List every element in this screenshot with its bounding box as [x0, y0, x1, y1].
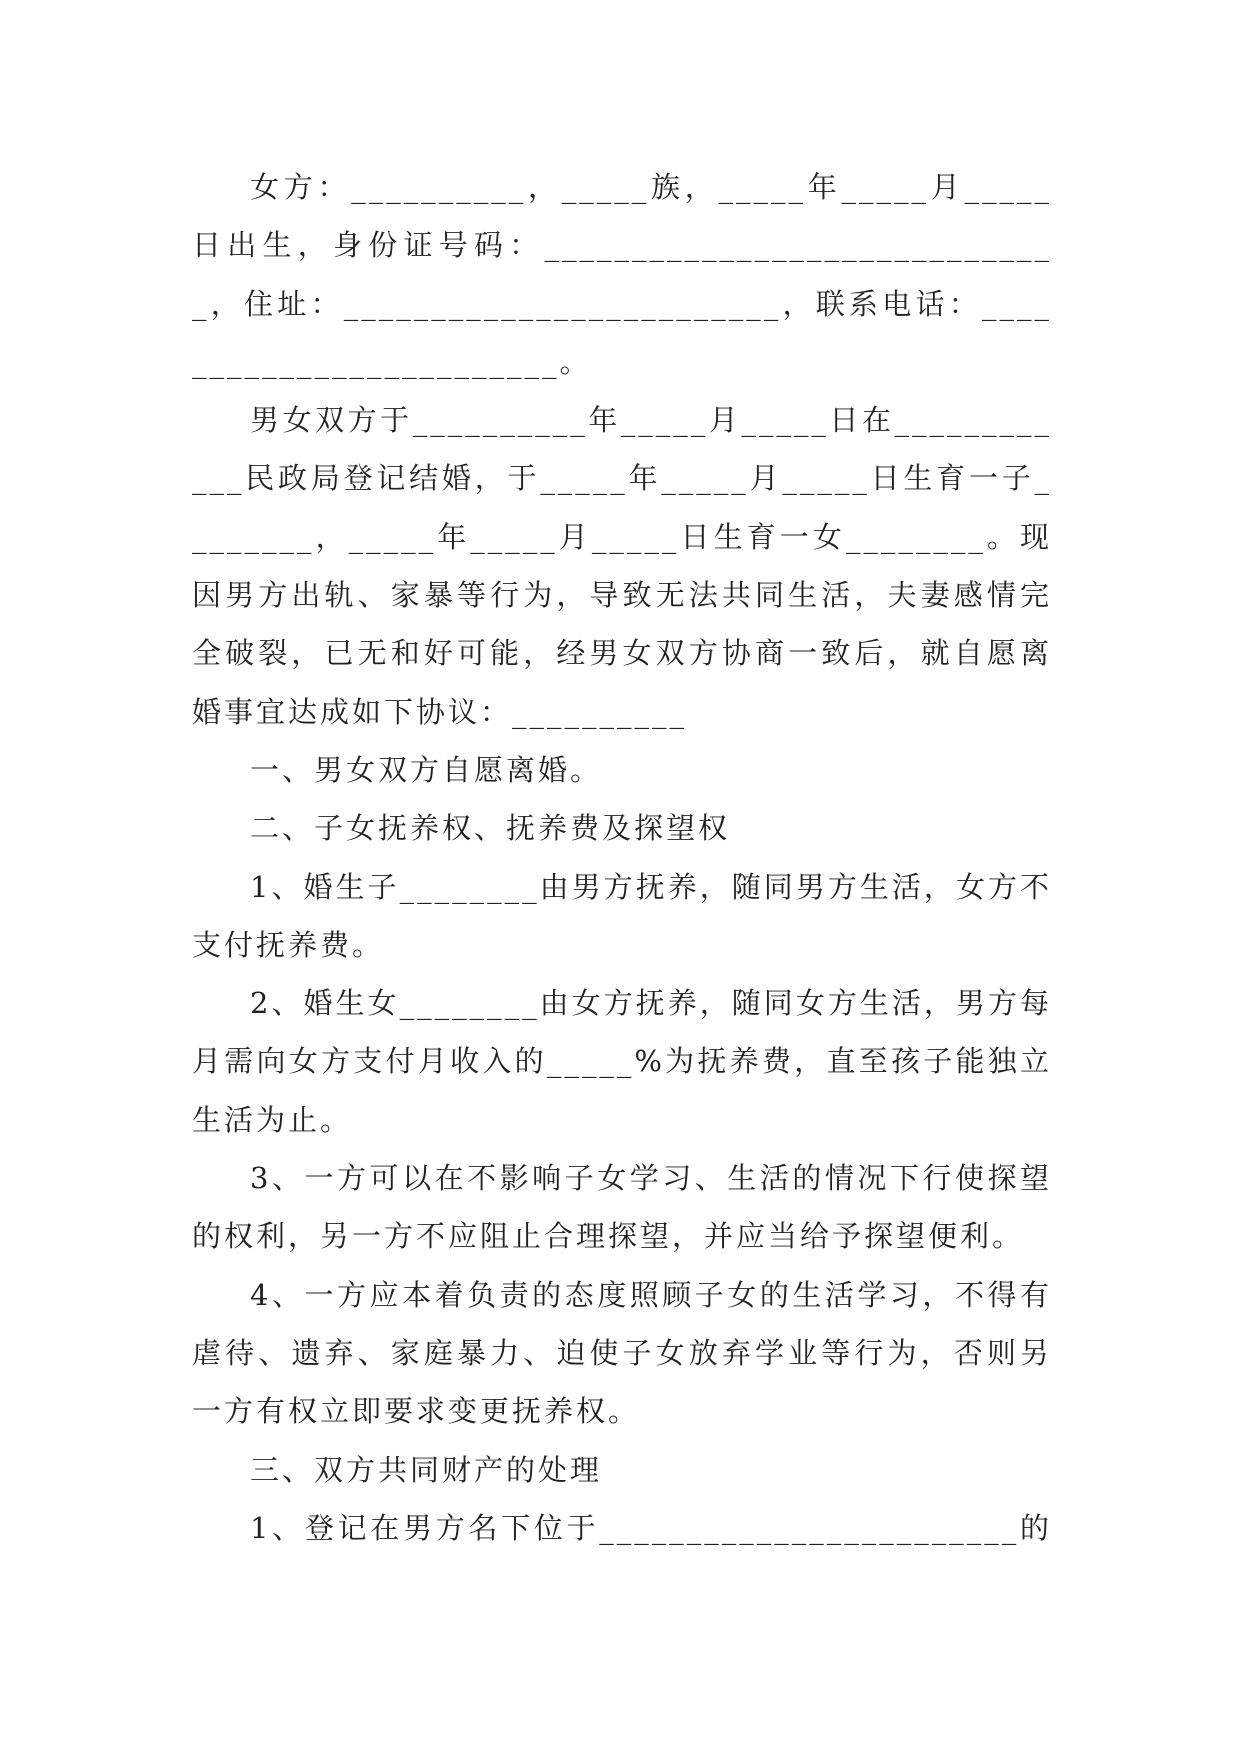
clause-daughter-custody: 2、婚生女________由女方抚养，随同女方生活，男方每月需向女方支付月收入的_____%为抚养费，直至孩子能独立生活为止。 [192, 986, 1052, 1137]
clause-visitation-rights: 3、一方可以在不影响子女学习、生活的情况下行使探望的权利，另一方不应阻止合理探望，并应当给予探望便利。 [192, 1161, 1052, 1254]
clause-son-custody: 1、婚生子________由男方抚养，随同男方生活，女方不支付抚养费。 [192, 869, 1052, 962]
clause-voluntary-divorce: 一、男女双方自愿离婚。 [250, 752, 603, 787]
agreement-body [192, 158, 1052, 1557]
paragraph-female-party-info: 女方：__________，_____族，_____年_____月_____日出生，身份证号码：______________________________，住址：_________________________，联系电话：_________________________。 [192, 170, 1052, 379]
clause-child-care-duty: 4、一方应本着负责的态度照顾子女的生活学习，不得有虐待、遗弃、家庭暴力、迫使子女放弃学业等行为，否则另一方有权立即要求变更抚养权。 [192, 1277, 1052, 1429]
section-heading-property: 三、双方共同财产的处理 [250, 1452, 603, 1487]
paragraph-marriage-background: 男女双方于__________年_____月_____日在____________民政局登记结婚，于_____年_____月_____日生育一子________，_____年_____月_____日生育一女________。现因男方出轨、家暴等行为，导致无法共同生活，夫妻感情完全破裂，已无和好可能，经男女双方协商一致后，就自愿离婚事宜达成如下协议：__________ [192, 403, 1052, 729]
section-heading-custody: 二、子女抚养权、抚养费及探望权 [250, 811, 731, 846]
clause-property-registered-male: 1、登记在男方名下位于________________________的 [250, 1510, 1052, 1545]
